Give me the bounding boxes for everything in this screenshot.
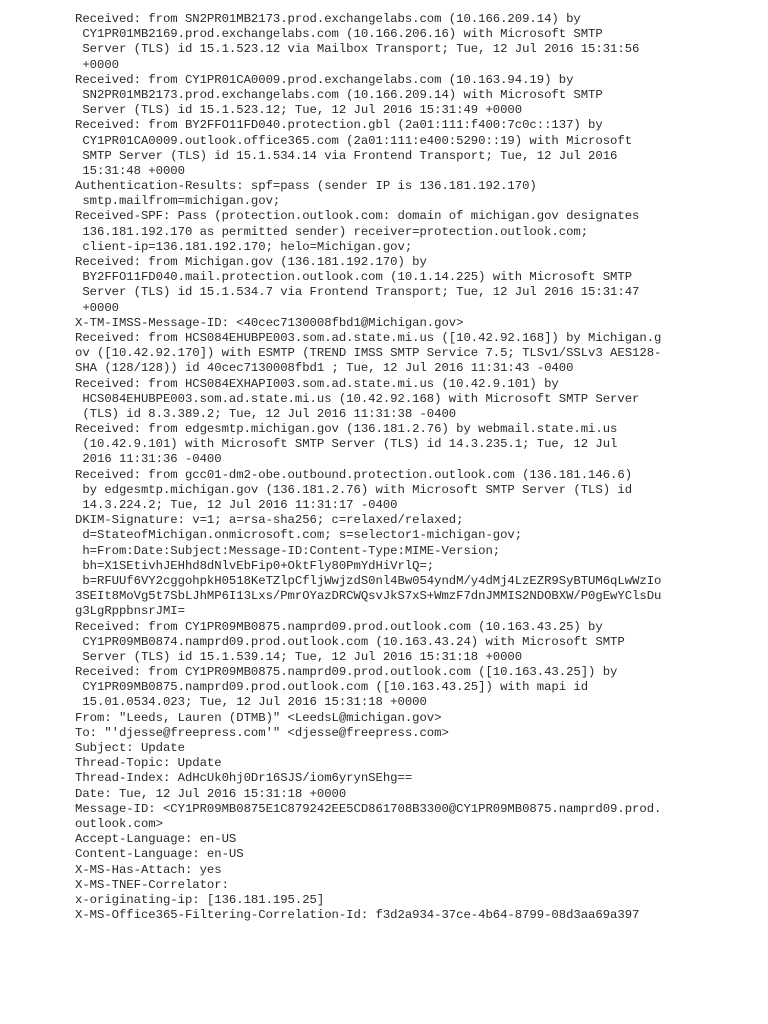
email-header-document [75,12,765,923]
header-line: Authentication-Results: spf=pass (sender IP is 136.181.192.170) [75,179,537,194]
header-line: client-ip=136.181.192.170; helo=Michigan.gov; [75,239,413,254]
header-line: BY2FFO11FD040.mail.protection.outlook.com (10.1.14.225) with Microsoft SMTP [75,270,633,285]
header-line: X-TM-IMSS-Message-ID: <40cec7130008fbd1@Michigan.gov> [75,315,464,330]
header-line: X-MS-Has-Attach: yes [75,862,222,877]
header-line: Server (TLS) id 15.1.534.7 via Frontend Transport; Tue, 12 Jul 2016 15:31:47 [75,285,640,300]
header-line: x-originating-ip: [136.181.195.25] [75,892,325,907]
header-line: b=RFUUf6VY2cggohpkH0518KeTZlpCfljWwjzdS0nl4Bw054yndM/y4dMj4LzEZR9SyBTUM6qLwWzIo [75,573,662,588]
header-line: X-MS-Office365-Filtering-Correlation-Id: f3d2a934-37ce-4b64-8799-08d3aa69a397 [75,908,640,923]
header-line: Content-Language: en-US [75,847,244,862]
header-line: Received: from Michigan.gov (136.181.192.170) by [75,255,427,269]
header-line: ov ([10.42.92.170]) with ESMTP (TREND IMSS SMTP Service 7.5; TLSv1/SSLv3 AES128- [75,346,662,361]
header-line: Received: from CY1PR09MB0875.namprd09.prod.outlook.com (10.163.43.25) by [75,619,603,634]
header-line: Received: from CY1PR01CA0009.prod.exchangelabs.com (10.163.94.19) by [75,72,574,87]
header-line: +0000 [75,57,119,72]
header-line: +0000 [75,300,119,315]
header-line: d=StateofMichigan.onmicrosoft.com; s=selector1-michigan-gov; [75,528,523,543]
header-line: Received: from HCS084EHUBPE003.som.ad.state.mi.us ([10.42.92.168]) by Michigan.g [75,330,662,345]
header-line: (TLS) id 8.3.389.2; Tue, 12 Jul 2016 11:31:38 -0400 [75,406,457,421]
header-line: CY1PR09MB0874.namprd09.prod.outlook.com (10.163.43.24) with Microsoft SMTP [75,634,625,649]
header-line: Received: from SN2PR01MB2173.prod.exchangelabs.com (10.166.209.14) by [75,12,581,26]
header-line: Server (TLS) id 15.1.523.12 via Mailbox Transport; Tue, 12 Jul 2016 15:31:56 [75,42,640,57]
header-line: (10.42.9.101) with Microsoft SMTP Server (TLS) id 14.3.235.1; Tue, 12 Jul [75,437,618,452]
header-line: X-MS-TNEF-Correlator: [75,877,229,892]
header-line: Date: Tue, 12 Jul 2016 15:31:18 +0000 [75,786,347,801]
header-line: smtp.mailfrom=michigan.gov; [75,194,281,209]
header-line: Received: from BY2FFO11FD040.protection.gbl (2a01:111:f400:7c0c::137) by [75,118,603,133]
header-line: Received: from HCS084EXHAPI003.som.ad.state.mi.us (10.42.9.101) by [75,376,559,391]
header-line: CY1PR01CA0009.outlook.office365.com (2a01:111:e400:5290::19) with Microsoft [75,133,633,148]
header-line: Subject: Update [75,741,185,755]
header-line: SMTP Server (TLS) id 15.1.534.14 via Frontend Transport; Tue, 12 Jul 2016 [75,148,618,163]
header-line: 15:31:48 +0000 [75,163,185,178]
header-line: 2016 11:31:36 -0400 [75,452,222,467]
header-line: Received-SPF: Pass (protection.outlook.com: domain of michigan.gov designates [75,209,640,224]
header-line: CY1PR01MB2169.prod.exchangelabs.com (10.166.206.16) with Microsoft SMTP [75,27,603,42]
header-line: Thread-Topic: Update [75,756,222,771]
header-line: g3LgRppbnsrJMI= [75,604,185,619]
header-line: Server (TLS) id 15.1.539.14; Tue, 12 Jul 2016 15:31:18 +0000 [75,649,523,664]
header-line: Thread-Index: AdHcUk0hj0Dr16SJS/iom6yrynSEhg== [75,771,413,786]
header-line: 15.01.0534.023; Tue, 12 Jul 2016 15:31:18 +0000 [75,695,427,710]
header-line: SN2PR01MB2173.prod.exchangelabs.com (10.166.209.14) with Microsoft SMTP [75,87,603,102]
header-line: DKIM-Signature: v=1; a=rsa-sha256; c=relaxed/relaxed; [75,513,464,528]
header-line: Accept-Language: en-US [75,832,237,847]
header-line: From: "Leeds, Lauren (DTMB)" <LeedsL@michigan.gov> [75,710,442,725]
header-line: Server (TLS) id 15.1.523.12; Tue, 12 Jul 2016 15:31:49 +0000 [75,103,523,118]
header-line: by edgesmtp.michigan.gov (136.181.2.76) with Microsoft SMTP Server (TLS) id [75,482,633,497]
header-line: 14.3.224.2; Tue, 12 Jul 2016 11:31:17 -0400 [75,498,398,512]
header-line: To: "'djesse@freepress.com'" <djesse@freepress.com> [75,725,449,740]
header-line: Message-ID: <CY1PR09MB0875E1C879242EE5CD861708B3300@CY1PR09MB0875.namprd09.prod. [75,801,662,816]
header-line: SHA (128/128)) id 40cec7130008fbd1 ; Tue, 12 Jul 2016 11:31:43 -0400 [75,361,574,376]
header-line: HCS084EHUBPE003.som.ad.state.mi.us (10.42.92.168) with Microsoft SMTP Server [75,391,640,406]
header-line: outlook.com> [75,816,163,831]
header-line: Received: from CY1PR09MB0875.namprd09.prod.outlook.com ([10.163.43.25]) by [75,665,618,680]
header-line: Received: from edgesmtp.michigan.gov (136.181.2.76) by webmail.state.mi.us [75,422,618,437]
header-line: 136.181.192.170 as permitted sender) receiver=protection.outlook.com; [75,224,589,239]
header-line: h=From:Date:Subject:Message-ID:Content-Type:MIME-Version; [75,543,501,558]
header-line: bh=X1SEtivhJEHhd8dNlvEbFip0+OktFly80PmYdHiVrlQ=; [75,558,435,573]
header-line: Received: from gcc01-dm2-obe.outbound.protection.outlook.com (136.181.146.6) [75,467,633,482]
header-line: 3SEIt8MoVg5t7SbLJhMP6I13Lxs/PmrOYazDRCWQsvJkS7xS+WmzF7dnJMMIS2NDOBXW/P0gEwYClsDu [75,589,662,604]
header-line: CY1PR09MB0875.namprd09.prod.outlook.com ([10.163.43.25]) with mapi id [75,680,589,695]
